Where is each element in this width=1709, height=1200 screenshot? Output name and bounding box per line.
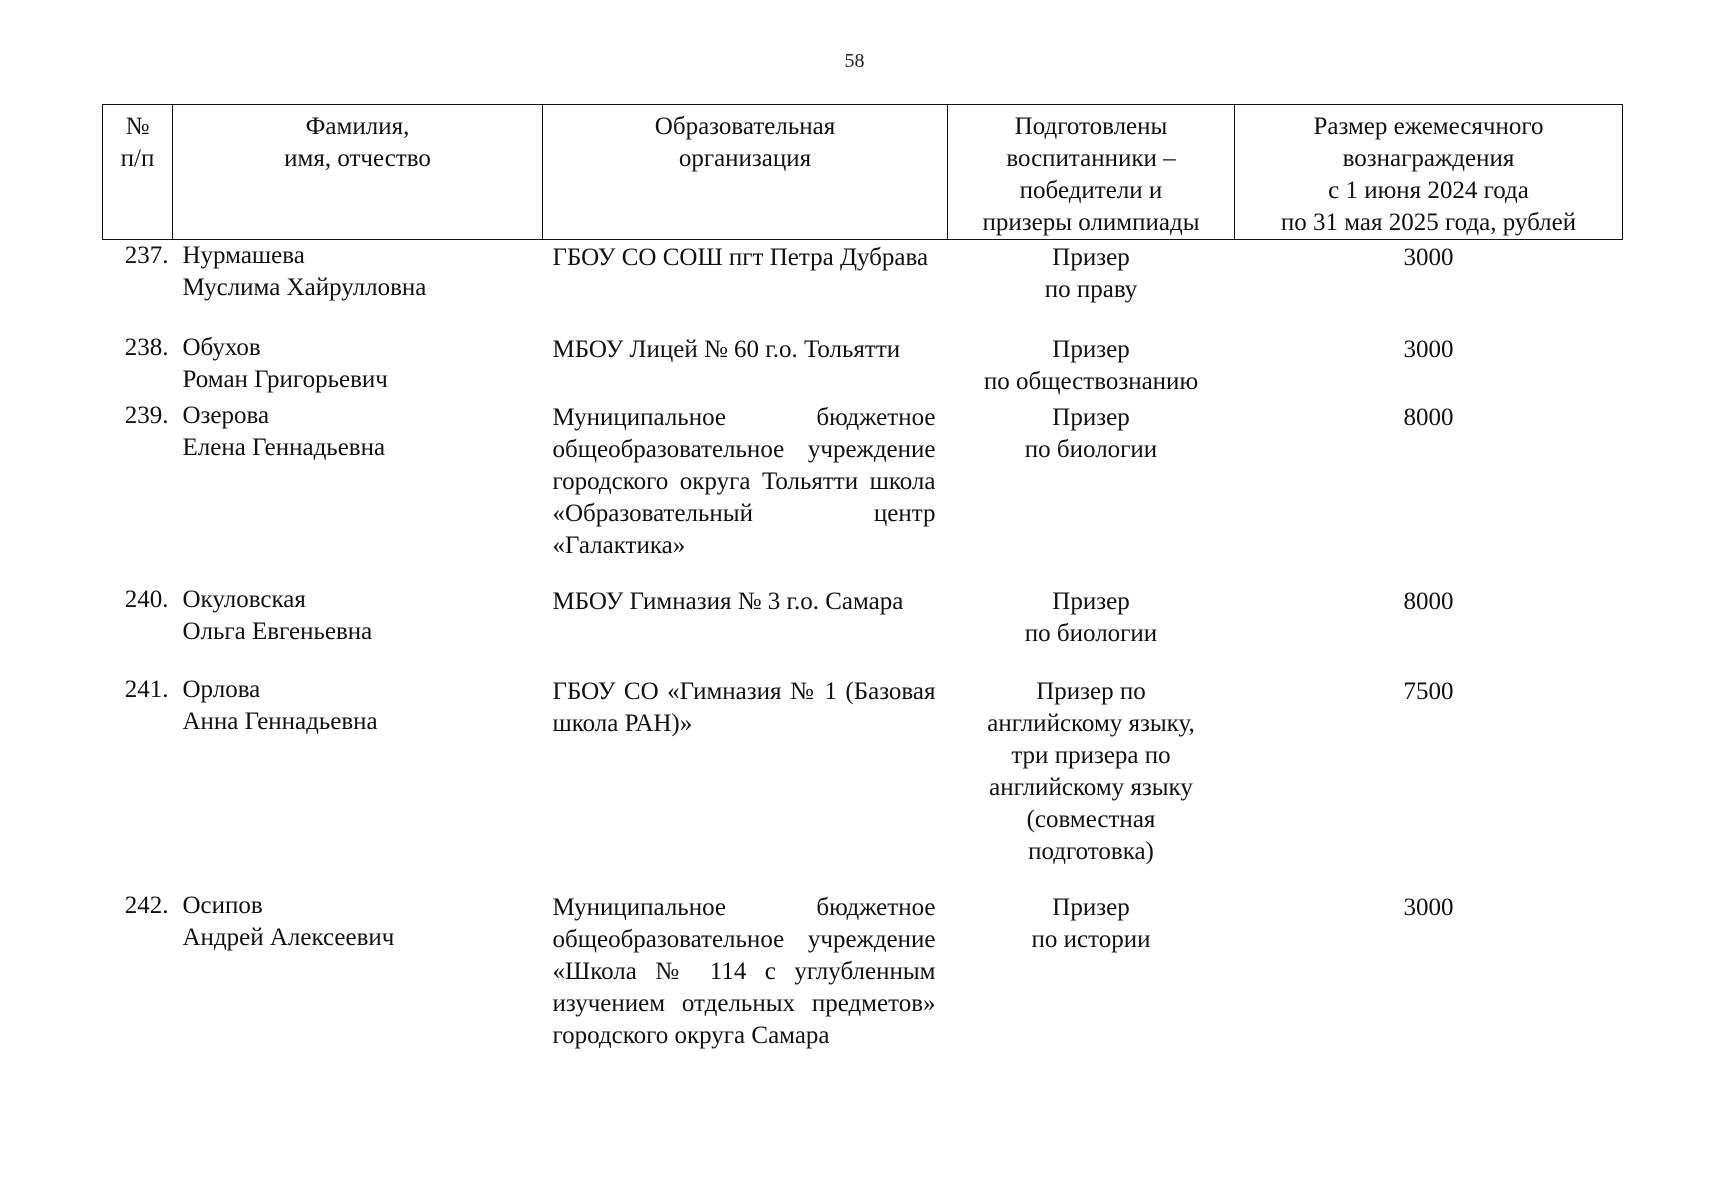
- awards-table: [102, 104, 1623, 1102]
- row-result: Призер по английскому языку, три призера по английскому языку (совместная подготовка): [987, 678, 1195, 865]
- header-amount: Размер ежемесячного вознаграждения с 1 июня 2024 года по 31 мая 2025 года, рублей: [1235, 105, 1623, 240]
- row-result: Призер по биологии: [1024, 404, 1158, 463]
- header-org: Образовательная организация: [543, 105, 948, 240]
- row-number: 240.: [124, 586, 169, 613]
- row-fio: Осипов Андрей Алексеевич: [182, 892, 395, 951]
- row-fio: Обухов Роман Григорьевич: [182, 334, 388, 393]
- row-fio: Нурмашева Муслима Хайрулловна: [182, 242, 427, 301]
- row-org: Муниципальное бюджетное общеобразовательное учреждение городского округа Тольятти школа «Образовательный центр «Галактика»: [552, 404, 936, 559]
- row-result: Призер по биологии: [1024, 588, 1158, 647]
- table-row: [103, 584, 1623, 674]
- row-fio: Орлова Анна Геннадьевна: [182, 676, 378, 735]
- row-amount: 7500: [1403, 678, 1454, 705]
- row-org: ГБОУ СО «Гимназия № 1 (Базовая школа РАН)»: [552, 678, 936, 737]
- table-row: [103, 240, 1623, 333]
- row-number: 239.: [124, 402, 169, 429]
- row-number: 241.: [124, 676, 169, 703]
- row-amount: 8000: [1403, 404, 1454, 431]
- row-number: 242.: [124, 892, 169, 919]
- row-number: 238.: [124, 334, 169, 361]
- header-result: Подготовлены воспитанники – победители и призеры олимпиады: [948, 105, 1235, 240]
- table-row: [103, 674, 1623, 890]
- row-fio: Озерова Елена Геннадьевна: [182, 402, 386, 461]
- header-fio: Фамилия, имя, отчество: [173, 105, 543, 240]
- row-org: Муниципальное бюджетное общеобразовательное учреждение «Школа № 114 с углубленным изучением отдельных предметов» городского округа Самара: [552, 894, 936, 1049]
- row-amount: 8000: [1403, 588, 1454, 615]
- table-row: [103, 332, 1623, 400]
- table-row: [103, 890, 1623, 1102]
- row-fio: Окуловская Ольга Евгеньевна: [182, 586, 373, 645]
- table-header: [103, 105, 1623, 240]
- row-result: Призер по праву: [1044, 244, 1138, 303]
- row-number: 237.: [124, 242, 169, 269]
- header-num: № п/п: [103, 105, 173, 240]
- row-org: МБОУ Лицей № 60 г.о. Тольятти: [552, 336, 901, 363]
- row-amount: 3000: [1403, 894, 1454, 921]
- row-result: Призер по истории: [1031, 894, 1151, 953]
- row-amount: 3000: [1403, 244, 1454, 271]
- page-number: 58: [844, 50, 865, 72]
- row-result: Призер по обществознанию: [983, 336, 1199, 395]
- table-row: [103, 400, 1623, 584]
- row-amount: 3000: [1403, 336, 1454, 363]
- row-org: МБОУ Гимназия № 3 г.о. Самара: [552, 588, 904, 615]
- row-org: ГБОУ СО СОШ пгт Петра Дубрава: [552, 244, 929, 271]
